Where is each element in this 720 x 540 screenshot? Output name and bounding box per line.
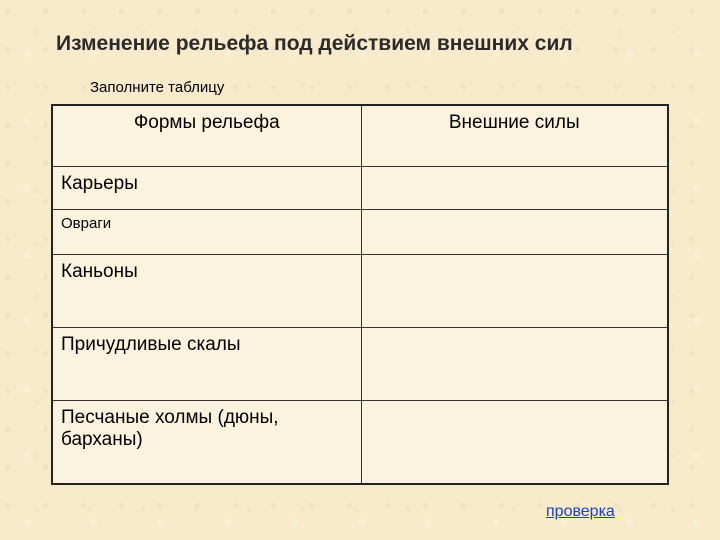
table-row — [53, 327, 667, 400]
answer-cell-bizarre-rocks[interactable] — [361, 327, 667, 400]
instruction-text: Заполните таблицу — [90, 79, 225, 96]
slide-title: Изменение рельефа под действием внешних сил — [56, 32, 573, 55]
answer-cell-ravines[interactable] — [361, 209, 667, 254]
check-link[interactable]: проверка — [546, 503, 615, 520]
relief-table — [51, 104, 669, 485]
answer-cell-quarries[interactable] — [361, 166, 667, 209]
header-external-forces: Внешние силы — [361, 106, 667, 166]
row-label-quarries: Карьеры — [53, 166, 361, 209]
answer-cell-canyons[interactable] — [361, 254, 667, 327]
relief-table-grid — [53, 106, 667, 483]
row-label-bizarre-rocks: Причудливые скалы — [53, 327, 361, 400]
table-row — [53, 166, 667, 209]
table-header-row — [53, 106, 667, 166]
row-label-ravines: Овраги — [53, 209, 361, 254]
table-row — [53, 209, 667, 254]
answer-cell-sand-dunes[interactable] — [361, 400, 667, 483]
row-label-sand-dunes: Песчаные холмы (дюны, барханы) — [53, 400, 361, 483]
header-relief-forms: Формы рельефа — [53, 106, 361, 166]
table-row — [53, 400, 667, 483]
row-label-canyons: Каньоны — [53, 254, 361, 327]
table-row — [53, 254, 667, 327]
